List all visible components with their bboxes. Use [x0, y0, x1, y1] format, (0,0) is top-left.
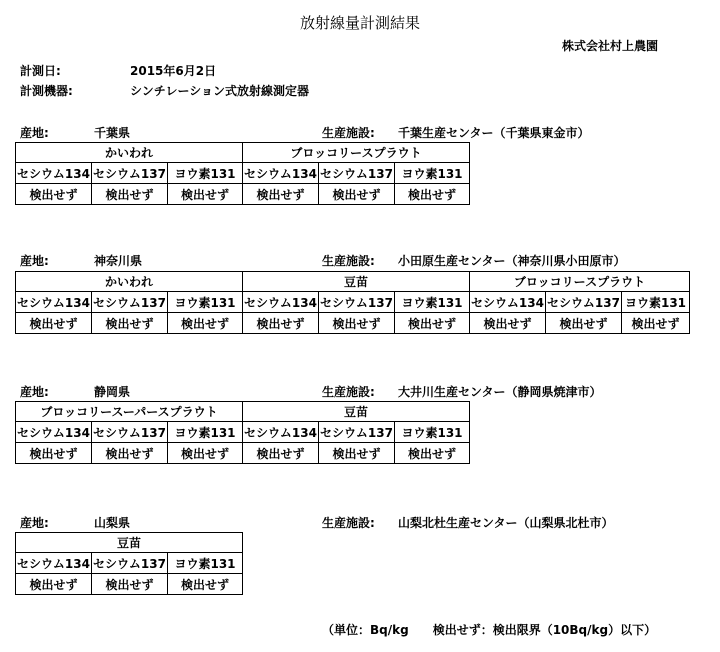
product-header: かいわれ	[16, 143, 243, 163]
facility-label: 生産施設:	[322, 254, 375, 268]
origin-label: 産地:	[20, 516, 49, 530]
origin-label: 産地:	[20, 385, 49, 399]
nuclide-header: セシウム134	[16, 292, 92, 313]
product-header: かいわれ	[16, 272, 243, 292]
nuclide-header: セシウム137	[92, 163, 168, 184]
result-cell: 検出せず	[243, 184, 319, 205]
nuclide-header: セシウム134	[243, 163, 319, 184]
product-header: 豆苗	[16, 533, 243, 553]
nuclide-header: セシウム137	[319, 292, 395, 313]
result-cell: 検出せず	[168, 443, 243, 464]
nuclide-header: セシウム137	[319, 422, 395, 443]
origin-label: 産地:	[20, 126, 49, 140]
product-header: ブロッコリースーパースプラウト	[16, 402, 243, 422]
product-header: ブロッコリースプラウト	[470, 272, 690, 292]
results-table-kanagawa	[15, 271, 690, 334]
nuclide-header: ヨウ素131	[395, 422, 470, 443]
facility-value: 山梨北杜生産センター（山梨県北杜市）	[398, 516, 614, 530]
result-cell: 検出せず	[243, 443, 319, 464]
nuclide-header: セシウム137	[92, 292, 168, 313]
results-table-chiba	[15, 142, 470, 205]
nuclide-header: ヨウ素131	[168, 292, 243, 313]
result-cell: 検出せず	[16, 184, 92, 205]
result-cell: 検出せず	[395, 184, 470, 205]
nuclide-header: セシウム137	[92, 422, 168, 443]
result-cell: 検出せず	[92, 443, 168, 464]
nuclide-header: ヨウ素131	[622, 292, 690, 313]
result-cell: 検出せず	[16, 443, 92, 464]
result-cell: 検出せず	[92, 184, 168, 205]
nuclide-header: ヨウ素131	[395, 292, 470, 313]
facility-value: 千葉生産センター（千葉県東金市）	[398, 126, 590, 140]
result-cell: 検出せず	[395, 313, 470, 334]
device-label: 計測機器:	[20, 84, 73, 98]
nuclide-header: セシウム134	[16, 422, 92, 443]
results-table-shizuoka	[15, 401, 470, 464]
company-name: 株式会社村上農園	[562, 39, 659, 53]
result-cell: 検出せず	[92, 574, 168, 595]
nuclide-header: セシウム137	[546, 292, 622, 313]
facility-value: 大井川生産センター（静岡県焼津市）	[398, 385, 602, 399]
result-cell: 検出せず	[16, 313, 92, 334]
product-header: 豆苗	[243, 272, 470, 292]
nuclide-header: セシウム134	[243, 292, 319, 313]
nuclide-header: セシウム134	[243, 422, 319, 443]
result-cell: 検出せず	[546, 313, 622, 334]
result-cell: 検出せず	[168, 574, 243, 595]
result-cell: 検出せず	[470, 313, 546, 334]
unit-footnote: （単位：Bq/kg 検出せず：検出限界（10Bq/kg）以下）	[322, 623, 657, 637]
origin-value: 静岡県	[94, 385, 131, 399]
origin-label: 産地:	[20, 254, 49, 268]
result-cell: 検出せず	[622, 313, 690, 334]
result-cell: 検出せず	[243, 313, 319, 334]
facility-label: 生産施設:	[322, 516, 375, 530]
origin-value: 山梨県	[94, 516, 131, 530]
result-cell: 検出せず	[319, 184, 395, 205]
result-cell: 検出せず	[319, 443, 395, 464]
date-label: 計測日:	[20, 64, 61, 78]
origin-value: 神奈川県	[94, 254, 143, 268]
facility-label: 生産施設:	[322, 126, 375, 140]
result-cell: 検出せず	[319, 313, 395, 334]
page-title: 放射線量計測結果	[299, 14, 420, 32]
results-table-yamanashi	[15, 532, 243, 595]
date-value: 2015年6月2日	[130, 64, 217, 78]
nuclide-header: ヨウ素131	[168, 553, 243, 574]
device-value: シンチレーション式放射線測定器	[130, 84, 309, 98]
nuclide-header: セシウム137	[319, 163, 395, 184]
nuclide-header: セシウム137	[92, 553, 168, 574]
result-cell: 検出せず	[168, 184, 243, 205]
facility-value: 小田原生産センター（神奈川県小田原市）	[398, 254, 626, 268]
nuclide-header: ヨウ素131	[168, 422, 243, 443]
result-cell: 検出せず	[395, 443, 470, 464]
product-header: 豆苗	[243, 402, 470, 422]
nuclide-header: ヨウ素131	[395, 163, 470, 184]
result-cell: 検出せず	[168, 313, 243, 334]
nuclide-header: セシウム134	[16, 553, 92, 574]
nuclide-header: セシウム134	[470, 292, 546, 313]
facility-label: 生産施設:	[322, 385, 375, 399]
nuclide-header: ヨウ素131	[168, 163, 243, 184]
nuclide-header: セシウム134	[16, 163, 92, 184]
result-cell: 検出せず	[92, 313, 168, 334]
origin-value: 千葉県	[94, 126, 131, 140]
result-cell: 検出せず	[16, 574, 92, 595]
product-header: ブロッコリースプラウト	[243, 143, 470, 163]
